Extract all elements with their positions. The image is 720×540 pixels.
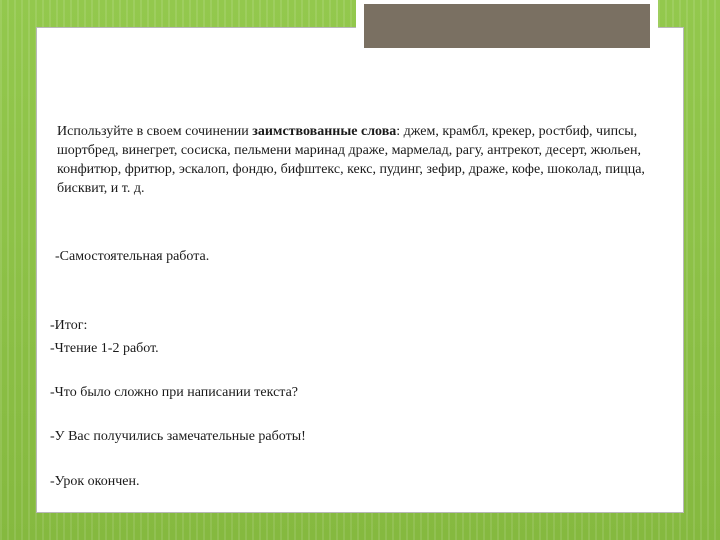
summary-heading: -Итог:	[50, 318, 88, 333]
independent-work-line: -Самостоятельная работа.	[55, 249, 210, 264]
praise-line: -У Вас получились замечательные работы!	[50, 429, 306, 444]
reading-line: -Чтение 1-2 работ.	[50, 341, 159, 356]
task-bold-term: заимствованные слова	[252, 124, 397, 139]
lesson-end-line: -Урок окончен.	[50, 474, 140, 489]
task-prefix: Используйте в своем сочинении	[57, 124, 253, 139]
title-accent-box	[356, 0, 658, 56]
title-accent-bar	[364, 4, 650, 48]
slide-title	[70, 33, 250, 47]
task-word-list: : джем, крамбл, крекер, ростбиф, чипсы, шортбред, винегрет, сосиска, пельмени маринад драже, мармелад, рагу, антрекот, десерт, жюльен, конфитюр, фритюр, эскалоп, фондю, бифштекс, кекс, пудинг, зефир, драже, кофе, шоколад, пицца, бисквит, и т. д.	[57, 124, 645, 196]
question-line: -Что было сложно при написании текста?	[50, 385, 299, 400]
task-paragraph	[57, 122, 677, 198]
